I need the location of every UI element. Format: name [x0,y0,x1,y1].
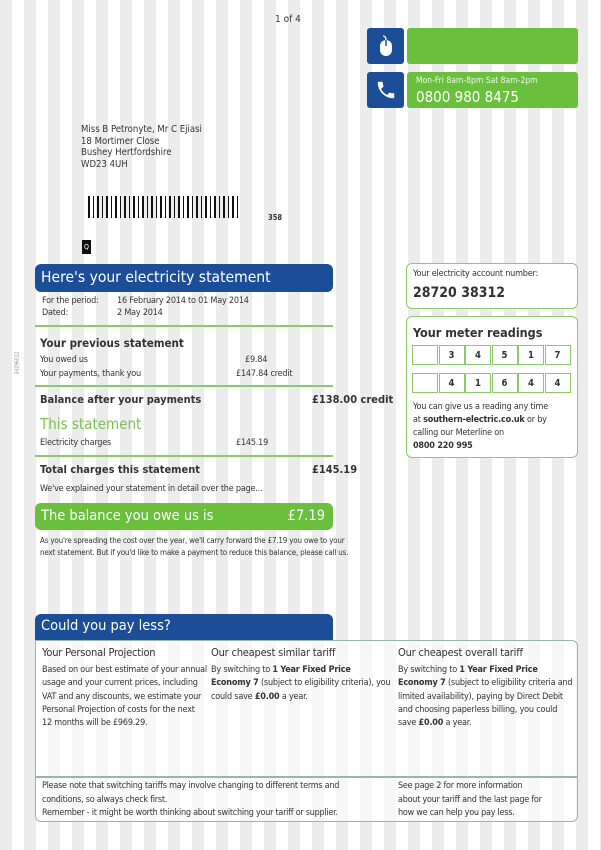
recipient-address [81,124,202,170]
meter-info-text: at [413,415,424,425]
charges-value: £145.19 [236,438,269,448]
note-line: how we can help you pay less. [398,808,515,818]
online-banner[interactable] [407,28,578,64]
meter-box [406,316,578,458]
account-box [406,263,578,309]
divider [35,455,333,457]
tariff-name: 1 Year Fixed Price Economy 7 [398,665,538,689]
meter-digit: 4 [545,373,571,393]
note-line: See page 2 for more information [398,781,523,791]
address-line: 18 Mortimer Close [81,135,160,147]
total-label: Total charges this statement [40,463,200,476]
balance-value: £138.00 credit [312,393,394,406]
text: (subject to eligibility criteria), you could save [211,678,391,702]
meter-digit: 1 [465,373,491,393]
balance-label: Balance after your payments [40,393,202,406]
meter-digit [412,373,438,393]
meter-digit: 7 [545,345,571,365]
owed-label: You owed us [40,355,88,365]
mouse-icon [367,28,404,64]
meter-info-text: or by [524,415,547,425]
projection-heading: Your Personal Projection [42,646,156,659]
more-info-note [398,780,542,821]
meter-info-line: calling our Meterline on [413,428,504,438]
meter-digit: 1 [518,345,544,365]
address-line: Miss B Petronyte, Mr C Ejiasi [81,124,202,135]
owe-value: £7.19 [287,508,325,524]
pay-less-box [35,640,578,822]
page-indicator: 1 of 4 [275,14,301,25]
account-label: Your electricity account number: [413,269,538,279]
period-value: 16 February 2014 to 01 May 2014 [117,296,249,306]
meterline-phone: 0800 220 995 [413,441,473,451]
contact-hours: Mon-Fri 8am-8pm Sat 8am-2pm [416,76,538,86]
contact-phone: 0800 980 8475 [416,88,519,106]
meter-digit: 4 [465,345,491,365]
payments-label: Your payments, thank you [40,369,141,379]
address-line: Bushey Hertfordshire [81,147,172,158]
divider [35,385,333,387]
saving-amount: £0.00 [254,691,280,702]
text: a year. [279,691,308,702]
dated-value: 2 May 2014 [117,308,163,318]
meter-digit: 3 [439,345,465,365]
postal-barcode [88,196,238,218]
account-number: 28720 38312 [413,285,506,301]
statement-title: Here's your electricity statement [35,264,333,292]
tariff-name: 1 Year Fixed Price Economy 7 [211,665,351,689]
dated-label: Dated: [42,308,69,318]
balance-owed-banner [35,503,333,530]
owed-value: £9.84 [245,355,268,365]
meter-digit: 6 [492,373,518,393]
divider [35,325,333,327]
meter-digit: 5 [492,345,518,365]
mail-code: 358 [268,213,283,222]
meter-digit: 4 [518,373,544,393]
note-line: Please note that switching tariffs may involve changing to different terms and [42,781,340,791]
note-line: next statement. But if you'd like to make a payment to reduce this balance, please call us. [40,548,349,557]
total-value: £145.19 [312,463,358,476]
meter-info-line: You can give us a reading any time [413,402,548,412]
side-code: 34296012 [14,351,21,375]
saving-amount: £0.00 [418,718,444,729]
pay-less-title: Could you pay less? [35,614,333,640]
switching-note [42,780,339,821]
overall-tariff [398,646,573,730]
this-statement-heading: This statement [40,415,142,433]
period-label: For the period: [42,296,99,306]
text: a year. [443,718,472,729]
previous-heading: Your previous statement [40,336,184,350]
meter-title: Your meter readings [413,325,543,340]
note-line: As you're spreading the cost over the year, we'll carry forward the £7.19 you owe to your [40,536,345,545]
meter-digit: 4 [439,373,465,393]
projection-body: Based on our best estimate of your annual usage and your current prices, including VAT and any discounts, we estimate your Personal Projection of costs for the next 12 months will be £969.29. [42,665,207,729]
text: By switching to [211,665,273,675]
phone-banner[interactable] [407,72,578,108]
charges-label: Electricity charges [40,438,112,448]
explained-note: We've explained your statement in detail over the page... [40,484,263,494]
mail-letter: Q [82,240,91,254]
similar-heading: Our cheapest similar tariff [211,646,336,659]
payments-value: £147.84 credit [236,369,293,379]
website-link[interactable]: southern-electric.co.uk [423,415,525,425]
phone-icon [367,72,404,108]
overall-heading: Our cheapest overall tariff [398,646,523,659]
carry-forward-note [40,535,348,559]
meter-info [413,401,548,453]
note-line: conditions, so always check first. [42,794,168,805]
note-line: about your tariff and the last page for [398,794,542,805]
text: (subject to eligibility criteria and limited availability), paying by Direct Debit and choosing paperless billing, you could save [398,678,573,729]
personal-projection [42,646,207,730]
address-line: WD23 4UH [81,158,128,170]
owe-label: The balance you owe us is [41,508,214,524]
divider [36,776,577,778]
meter-digit [412,345,438,365]
note-line: Remember - it might be worth thinking about switching your tariff or supplier. [42,808,338,818]
text: By switching to [398,665,460,675]
similar-tariff [211,646,391,704]
